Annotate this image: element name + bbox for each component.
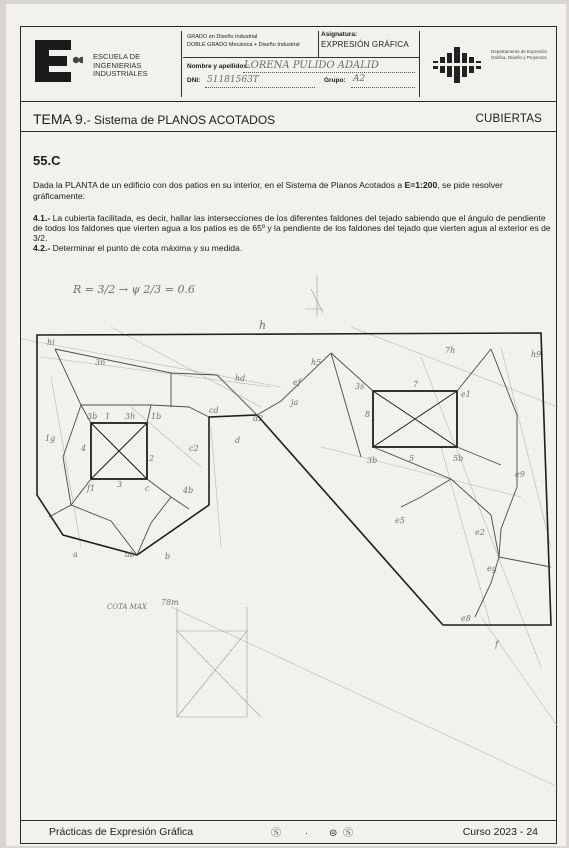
roof-plan-drawing — [21, 27, 558, 845]
svg-text:e1: e1 — [461, 390, 471, 399]
topic-title: TEMA 9.- Sistema de PLANOS ACOTADOS — [33, 111, 276, 127]
roof-ridges — [49, 349, 551, 617]
department-name: Departamento de Expresión Gráfica, Diseño y Proyectos — [491, 49, 548, 60]
subject-value: EXPRESIÓN GRÁFICA — [321, 40, 409, 49]
svg-text:e9: e9 — [515, 470, 525, 479]
svg-text:e8: e8 — [461, 614, 471, 623]
svg-text:3s: 3s — [355, 382, 365, 391]
svg-text:1g: 1g — [45, 434, 56, 443]
svg-text:ab: ab — [125, 550, 135, 559]
svg-text:7: 7 — [413, 380, 419, 389]
svg-text:2: 2 — [149, 454, 155, 463]
svg-text:c2: c2 — [189, 444, 199, 453]
svg-text:a: a — [73, 550, 78, 559]
cc-by-icon: Ⓢ — [343, 828, 353, 839]
cota-max-label: COTA MAX — [107, 603, 147, 611]
svg-text:1b: 1b — [151, 412, 162, 421]
school-name: ESCUELA DE INGENIERIAS INDUSTRIALES — [93, 52, 148, 78]
cota-max-value: 78m — [161, 598, 179, 607]
svg-text:3h: 3h — [125, 412, 136, 421]
subject-label: Asignatura: — [321, 31, 358, 38]
svg-text:hi: hi — [47, 338, 55, 347]
svg-text:7h: 7h — [445, 346, 456, 355]
svg-text:d2: d2 — [253, 414, 264, 423]
svg-text:4: 4 — [81, 444, 87, 453]
svg-text:h9: h9 — [531, 350, 542, 359]
svg-text:3: 3 — [117, 480, 123, 489]
exercise-item-2: 4.2.- Determinar el punto de cota máxima y su medida. — [33, 243, 243, 253]
slope-formula: R = 3/2 → ψ 2/3 = 0.6 — [73, 283, 195, 296]
dni-field[interactable]: 51181563T — [207, 75, 259, 85]
svg-text:cd: cd — [209, 406, 219, 415]
cc-icon: Ⓢ — [271, 828, 281, 839]
svg-text:5b: 5b — [453, 454, 464, 463]
svg-text:3n: 3n — [95, 358, 106, 367]
cc-nd-icon: ⊜ — [329, 828, 338, 839]
paper-sheet — [6, 4, 566, 846]
footer-divider — [21, 820, 556, 821]
svg-text:eg: eg — [487, 564, 497, 573]
construction-lines — [21, 327, 558, 787]
svg-text:h5: h5 — [311, 358, 322, 367]
group-label: Grupo: — [324, 77, 346, 84]
h-label: h — [259, 319, 267, 332]
exercise-number: 55.C — [33, 153, 61, 168]
exercise-item-1: 4.1.- La cubierta facilitada, es decir, hallar las intersecciones de los diferentes faldones del tejado sabiendo que el ángulo de pendiente de todos los faldones que vierten agua a los patios es de 65º y la pendiente de los faldones del tejado que vierten agua al exterior es de 3/2. — [33, 213, 551, 243]
exercise-intro: Dada la PLANTA de un edificio con dos patios en su interior, en el Sistema de Planos Acotados a E=1:200, se pide resolver gráficamente: — [33, 180, 503, 201]
name-label: Nombre y apellidos: — [187, 63, 250, 70]
svg-text:4b: 4b — [183, 486, 194, 495]
svg-text:5: 5 — [409, 454, 415, 463]
group-field[interactable]: A2 — [353, 74, 366, 84]
elevation-construction — [177, 607, 261, 717]
svg-text:ef: ef — [293, 378, 301, 387]
dot-icon: · — [305, 828, 309, 839]
dni-label: DNI: — [187, 77, 201, 84]
svg-text:hd: hd — [235, 374, 246, 383]
svg-text:3b: 3b — [367, 456, 378, 465]
svg-text:3b: 3b — [87, 412, 98, 421]
svg-text:ja: ja — [291, 398, 299, 407]
slope-construction — [305, 275, 323, 317]
svg-text:e5: e5 — [395, 516, 405, 525]
footer-year: Curso 2023 - 24 — [462, 826, 538, 838]
svg-text:c: c — [145, 484, 150, 493]
drawing-frame — [20, 26, 557, 844]
svg-text:f1: f1 — [87, 484, 96, 493]
name-field[interactable]: LORENA PULIDO ADALID — [244, 60, 379, 71]
svg-text:8: 8 — [365, 410, 371, 419]
footer-course: Prácticas de Expresión Gráfica — [49, 826, 194, 838]
degree-names: GRADO en Diseño Industrial DOBLE GRADO Mecánica + Diseño Industrial — [187, 34, 300, 48]
svg-text:d: d — [235, 436, 241, 445]
svg-text:1: 1 — [105, 412, 111, 421]
svg-text:f: f — [495, 640, 498, 649]
svg-text:b: b — [165, 552, 171, 561]
section-title: CUBIERTAS — [475, 113, 542, 125]
svg-text:e2: e2 — [475, 528, 485, 537]
